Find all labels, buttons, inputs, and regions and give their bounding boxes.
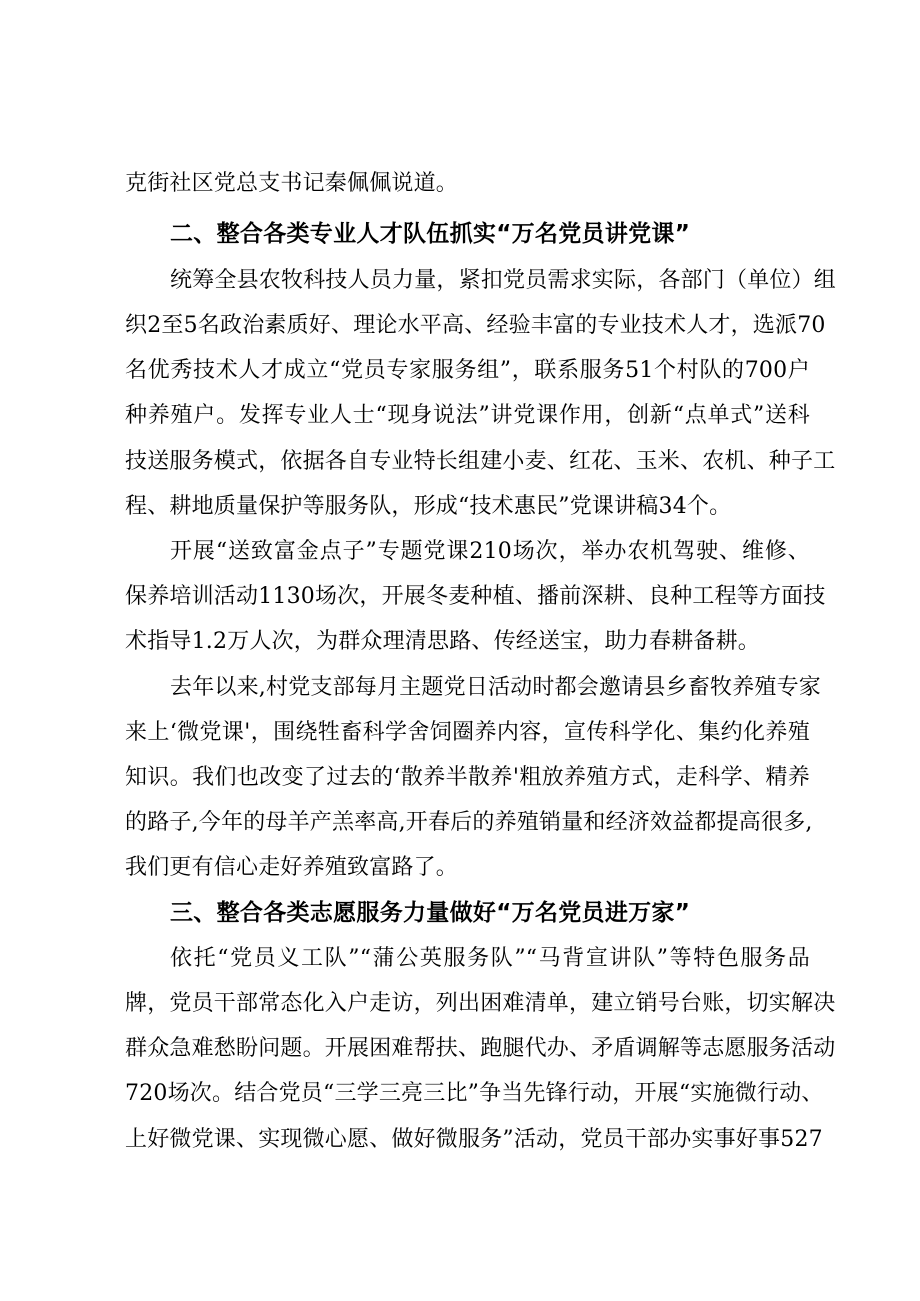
paragraph-line: 720场次。结合党员“三学三亮三比”争当先锋行动，开展“实施微行动、 [125,1081,824,1106]
paragraph-line: 程、耕地质量保护等服务队，形成“技术惠民”党课讲稿34个。 [125,494,732,519]
paragraph-line: 上好微党课、实现微心愿、做好微服务”活动，党员干部办实事好事527 [125,1127,823,1152]
paragraph-line: 统筹全县农牧科技人员力量，紧扣党员需求实际，各部门（单位）组 [170,268,837,293]
paragraph-line: 我们更有信心走好养殖致富路了。 [125,855,459,880]
paragraph-line: 知识。我们也改变了过去的‘散养半散养'粗放养殖方式，走科学、精养 [125,765,810,790]
paragraph-line: 种养殖户。发挥专业人士“现身说法”讲党课作用，创新“点单式”送科 [125,403,810,428]
paragraph-line: 去年以来,村党支部每月主题党日活动时都会邀请县乡畜牧养殖专家 [170,675,821,700]
paragraph-line: 依托“党员义工队”“蒲公英服务队”“马背宣讲队”等特色服务品 [170,946,810,971]
section-heading-3: 三、整合各类志愿服务力量做好“万名党员进万家” [170,900,691,926]
paragraph-line: 开展“送致富金点子”专题党课210场次，举办农机驾驶、维修、 [170,539,810,564]
paragraph-line: 的路子,今年的母羊产羔率高,开春后的养殖销量和经济效益都提高很多, [125,810,813,835]
paragraph-line: 牌，党员干部常态化入户走访，列出困难清单，建立销号台账，切实解决 [125,991,836,1016]
section-heading-2: 二、整合各类专业人才队伍抓实“万名党员讲党课” [170,221,691,247]
paragraph-line: 保养培训活动1130场次，开展冬麦种植、播前深耕、良种工程等方面技 [125,584,826,609]
paragraph-line: 群众急难愁盼问题。开展困难帮扶、跑腿代办、矛盾调解等志愿服务活动 [125,1036,836,1061]
paragraph-line: 术指导1.2万人次，为群众理清思路、传经送宝，助力春耕备耕。 [125,629,760,654]
paragraph-line: 技送服务模式，依据各自专业特长组建小麦、红花、玉米、农机、种子工 [125,449,836,474]
paragraph-line: 名优秀技术人才成立“党员专家服务组”，联系服务51个村队的700户 [125,358,810,383]
paragraph-line: 克街社区党总支书记秦佩佩说道。 [125,171,459,196]
paragraph-line: 来上‘微党课'，围绕牲畜科学舍饲圈养内容，宣传科学化、集约化养殖 [125,720,810,745]
paragraph-line: 织2至5名政治素质好、理论水平高、经验丰富的专业技术人才，选派70 [125,313,826,338]
